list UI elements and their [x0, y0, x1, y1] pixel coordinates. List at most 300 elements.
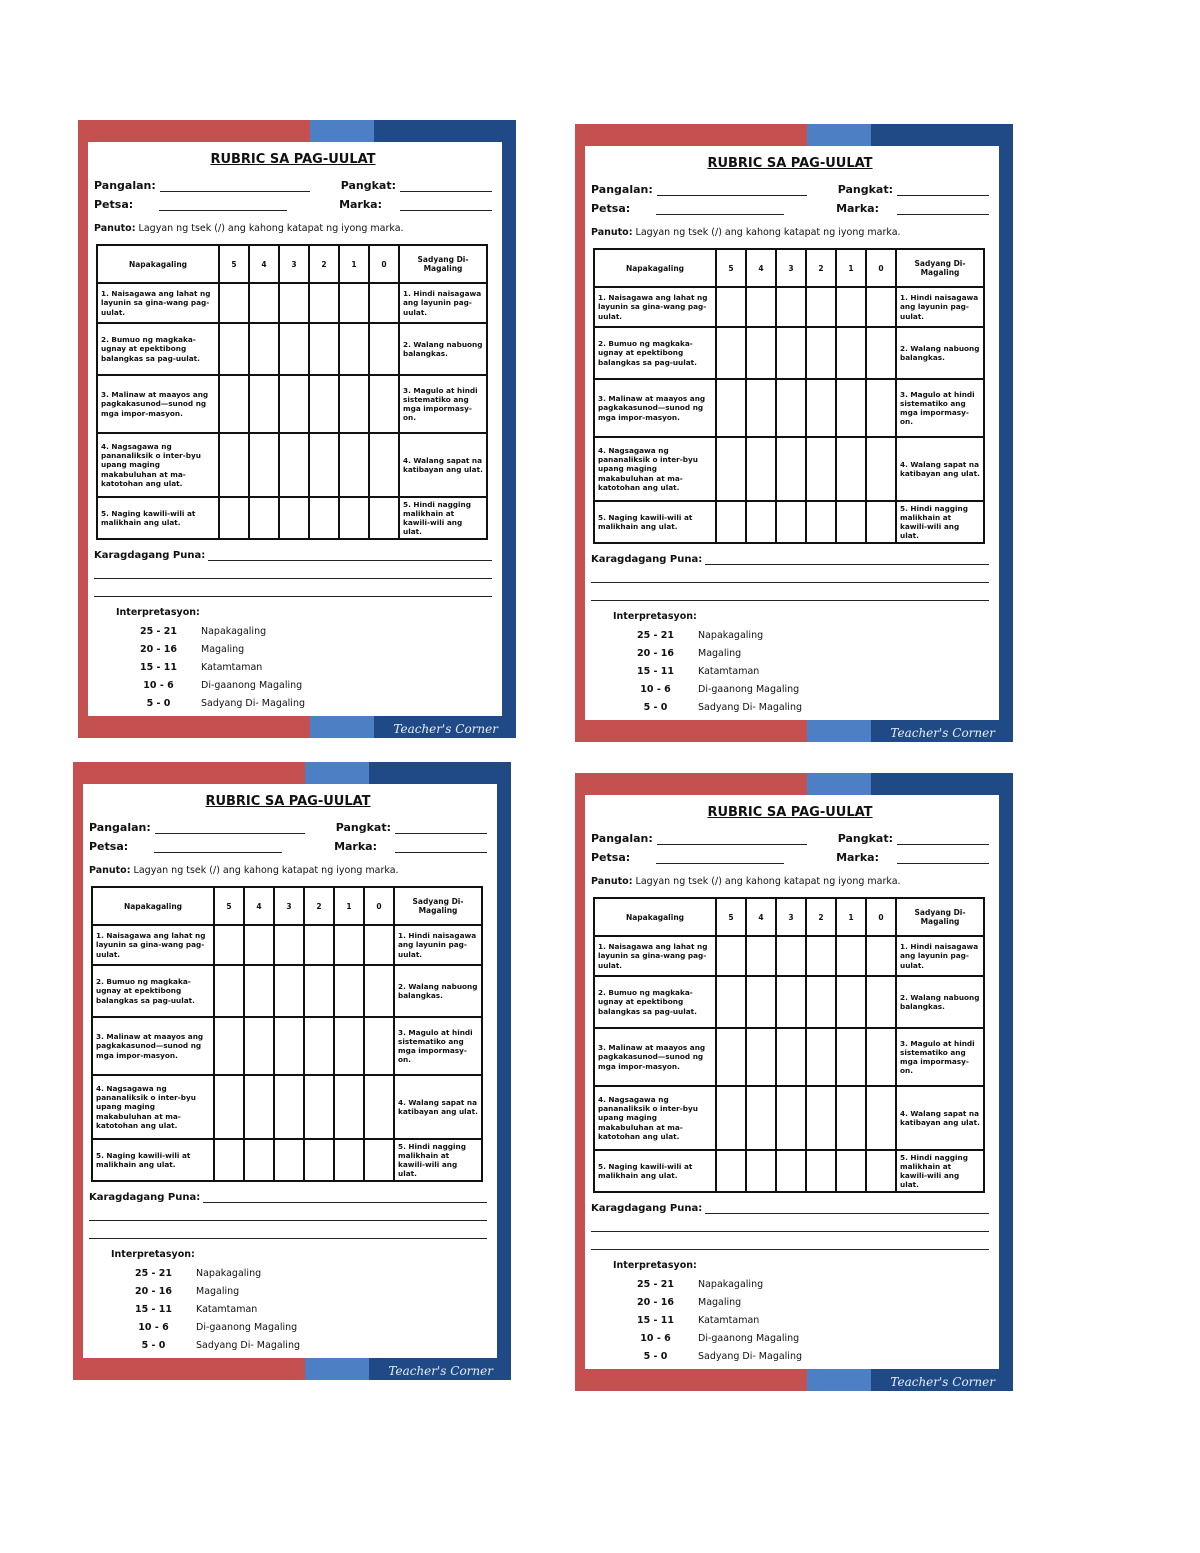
interp-range: 15 - 11 — [140, 661, 177, 673]
puna-label: Karagdagang Puna: — [94, 550, 206, 562]
header-score-0: 0 — [364, 887, 394, 925]
criterion-poor: 5. Hindi nagging malikhain at kawili-wili ang ulat. — [394, 1139, 482, 1181]
rubric-card — [575, 773, 1013, 1391]
header-score-5: 5 — [716, 249, 746, 287]
table-row — [594, 936, 984, 976]
interp-row — [613, 626, 989, 644]
score-checkbox-3[interactable] — [776, 379, 806, 437]
score-checkbox-3[interactable] — [776, 1086, 806, 1150]
pangalan-field[interactable] — [657, 185, 807, 196]
score-checkbox-2[interactable] — [806, 379, 836, 437]
table-row — [594, 379, 984, 437]
score-checkbox-5[interactable] — [214, 925, 244, 965]
rubric-title: RUBRIC SA PAG-UULAT — [707, 805, 873, 820]
score-checkbox-4[interactable] — [746, 501, 776, 543]
right-border — [502, 120, 516, 738]
score-checkbox-4[interactable] — [746, 287, 776, 327]
score-checkbox-5[interactable] — [214, 1017, 244, 1075]
score-checkbox-5[interactable] — [716, 437, 746, 501]
puna-line[interactable] — [591, 565, 989, 583]
score-checkbox-5[interactable] — [214, 1075, 244, 1139]
marka-field[interactable] — [897, 853, 989, 864]
score-checkbox-3[interactable] — [776, 437, 806, 501]
header-score-0: 0 — [866, 898, 896, 936]
score-checkbox-1[interactable] — [836, 501, 866, 543]
puna-line[interactable] — [89, 1203, 487, 1221]
criterion-good: 2. Bumuo ng magkaka-ugnay at epektibong balangkas sa pag-uulat. — [594, 976, 716, 1028]
pangalan-label: Pangalan: — [591, 183, 653, 196]
criterion-poor: 2. Walang nabuong balangkas. — [896, 976, 984, 1028]
header-score-5: 5 — [219, 245, 249, 283]
rubric-table — [91, 886, 483, 1182]
petsa-label: Petsa: — [591, 202, 631, 215]
score-checkbox-2[interactable] — [806, 1028, 836, 1086]
pangalan-label: Pangalan: — [94, 179, 156, 192]
interp-range: 10 - 6 — [640, 1332, 671, 1344]
table-row — [594, 437, 984, 501]
interp-row — [613, 1293, 989, 1311]
table-row — [92, 925, 482, 965]
interp-range: 10 - 6 — [143, 679, 174, 691]
score-checkbox-5[interactable] — [219, 375, 249, 433]
score-checkbox-4[interactable] — [244, 1017, 274, 1075]
score-checkbox-1[interactable] — [339, 433, 369, 497]
score-checkbox-0[interactable] — [364, 965, 394, 1017]
score-checkbox-1[interactable] — [836, 1150, 866, 1192]
score-checkbox-3[interactable] — [274, 1139, 304, 1181]
score-checkbox-0[interactable] — [364, 925, 394, 965]
marka-field[interactable] — [395, 842, 487, 853]
left-border — [73, 762, 83, 1380]
date-grade-row — [591, 196, 989, 215]
panuto-instructions — [94, 223, 492, 234]
score-checkbox-2[interactable] — [806, 936, 836, 976]
petsa-field[interactable] — [154, 842, 282, 853]
score-checkbox-0[interactable] — [866, 936, 896, 976]
name-group-row — [89, 815, 487, 834]
interp-row — [116, 640, 492, 658]
score-checkbox-1[interactable] — [836, 437, 866, 501]
score-checkbox-2[interactable] — [309, 375, 339, 433]
panuto-label: Panuto: — [89, 865, 131, 876]
puna-line[interactable] — [89, 1221, 487, 1239]
pangkat-field[interactable] — [395, 823, 487, 834]
interp-range: 25 - 21 — [637, 629, 674, 641]
score-checkbox-4[interactable] — [244, 925, 274, 965]
rubric-sheet — [585, 146, 999, 720]
header-sadyang-di-magaling: Sadyang Di-Magaling — [399, 245, 487, 283]
score-checkbox-3[interactable] — [279, 497, 309, 539]
petsa-field[interactable] — [159, 200, 287, 211]
score-checkbox-1[interactable] — [836, 1086, 866, 1150]
score-checkbox-3[interactable] — [279, 433, 309, 497]
petsa-label: Petsa: — [89, 840, 129, 853]
criterion-poor: 1. Hindi naisagawa ang layunin pag-uulat. — [896, 287, 984, 327]
interp-label: Sadyang Di- Magaling — [196, 1339, 300, 1351]
criterion-good: 3. Malinaw at maayos ang pagkakasunod—sunod ng mga impor-masyon. — [97, 375, 219, 433]
table-row — [97, 375, 487, 433]
header-score-4: 4 — [746, 249, 776, 287]
score-checkbox-2[interactable] — [309, 433, 339, 497]
interp-label: Di-gaanong Magaling — [698, 683, 800, 695]
header-score-0: 0 — [369, 245, 399, 283]
pangkat-field[interactable] — [897, 185, 989, 196]
name-group-row — [94, 173, 492, 192]
date-grade-row — [591, 845, 989, 864]
interp-row — [111, 1264, 487, 1282]
score-checkbox-1[interactable] — [334, 1017, 364, 1075]
score-checkbox-5[interactable] — [219, 433, 249, 497]
table-row — [594, 1150, 984, 1192]
score-checkbox-5[interactable] — [219, 497, 249, 539]
score-checkbox-3[interactable] — [776, 1028, 806, 1086]
puna-label: Karagdagang Puna: — [89, 1192, 201, 1204]
criterion-poor: 4. Walang sapat na katibayan ang ulat. — [896, 1086, 984, 1150]
pangalan-field[interactable] — [155, 823, 305, 834]
score-checkbox-5[interactable] — [716, 287, 746, 327]
header-score-1: 1 — [334, 887, 364, 925]
score-checkbox-1[interactable] — [334, 1075, 364, 1139]
interp-row — [111, 1300, 487, 1318]
interp-range: 5 - 0 — [643, 701, 668, 713]
header-napakagaling: Napakagaling — [594, 249, 716, 287]
score-checkbox-2[interactable] — [806, 327, 836, 379]
table-row — [594, 501, 984, 543]
pangalan-field[interactable] — [657, 834, 807, 845]
score-checkbox-1[interactable] — [339, 283, 369, 323]
score-checkbox-2[interactable] — [806, 501, 836, 543]
score-checkbox-4[interactable] — [746, 437, 776, 501]
interp-title: Interpretasyon: — [613, 611, 697, 623]
name-group-row — [591, 177, 989, 196]
header-score-2: 2 — [309, 245, 339, 283]
score-checkbox-1[interactable] — [339, 497, 369, 539]
interp-label: Napakagaling — [698, 629, 764, 641]
puna-line[interactable] — [591, 1232, 989, 1250]
score-checkbox-5[interactable] — [219, 323, 249, 375]
marka-field[interactable] — [897, 204, 989, 215]
score-checkbox-0[interactable] — [369, 375, 399, 433]
teachers-corner-signature: Teacher's Corner — [393, 722, 498, 736]
criterion-good: 1. Naisagawa ang lahat ng layunin sa gina-wang pag-uulat. — [594, 287, 716, 327]
rubric-sheet — [585, 795, 999, 1369]
left-border — [78, 120, 88, 738]
score-checkbox-5[interactable] — [219, 283, 249, 323]
score-checkbox-0[interactable] — [866, 327, 896, 379]
criterion-good: 3. Malinaw at maayos ang pagkakasunod—sunod ng mga impor-masyon. — [594, 379, 716, 437]
score-checkbox-4[interactable] — [249, 375, 279, 433]
header-score-3: 3 — [776, 898, 806, 936]
interp-row — [111, 1336, 487, 1354]
interp-label: Napakagaling — [698, 1278, 764, 1290]
table-row — [97, 433, 487, 497]
panuto-label: Panuto: — [94, 223, 136, 234]
score-checkbox-3[interactable] — [776, 1150, 806, 1192]
score-checkbox-2[interactable] — [806, 976, 836, 1028]
score-checkbox-5[interactable] — [214, 1139, 244, 1181]
interp-title: Interpretasyon: — [116, 607, 200, 619]
score-checkbox-3[interactable] — [274, 965, 304, 1017]
table-row — [594, 1028, 984, 1086]
rubric-table — [593, 897, 985, 1193]
score-checkbox-4[interactable] — [746, 327, 776, 379]
right-border — [999, 124, 1013, 742]
score-checkbox-1[interactable] — [836, 936, 866, 976]
header-napakagaling: Napakagaling — [594, 898, 716, 936]
pangalan-label: Pangalan: — [89, 821, 151, 834]
interp-range: 25 - 21 — [135, 1267, 172, 1279]
puna-field[interactable] — [705, 1205, 989, 1214]
score-checkbox-2[interactable] — [304, 1075, 334, 1139]
interp-label: Sadyang Di- Magaling — [698, 701, 802, 713]
header-score-4: 4 — [746, 898, 776, 936]
score-checkbox-1[interactable] — [836, 1028, 866, 1086]
petsa-label: Petsa: — [94, 198, 134, 211]
interp-range: 20 - 16 — [140, 643, 177, 655]
criterion-good: 2. Bumuo ng magkaka-ugnay at epektibong balangkas sa pag-uulat. — [97, 323, 219, 375]
score-checkbox-3[interactable] — [776, 936, 806, 976]
panuto-text: Lagyan ng tsek (/) ang kahong katapat ng iyong marka. — [635, 227, 901, 238]
interp-label: Magaling — [201, 643, 245, 655]
puna-label: Karagdagang Puna: — [591, 1203, 703, 1215]
score-checkbox-3[interactable] — [274, 925, 304, 965]
score-checkbox-4[interactable] — [244, 965, 274, 1017]
score-checkbox-0[interactable] — [369, 497, 399, 539]
score-checkbox-3[interactable] — [776, 501, 806, 543]
score-checkbox-1[interactable] — [334, 965, 364, 1017]
score-checkbox-0[interactable] — [866, 1150, 896, 1192]
interp-range: 25 - 21 — [637, 1278, 674, 1290]
panuto-text: Lagyan ng tsek (/) ang kahong katapat ng iyong marka. — [133, 865, 399, 876]
score-checkbox-2[interactable] — [309, 497, 339, 539]
score-checkbox-2[interactable] — [806, 287, 836, 327]
score-checkbox-2[interactable] — [304, 925, 334, 965]
header-score-2: 2 — [806, 898, 836, 936]
score-checkbox-3[interactable] — [776, 287, 806, 327]
left-border — [575, 124, 585, 742]
score-checkbox-0[interactable] — [866, 1086, 896, 1150]
header-score-1: 1 — [836, 249, 866, 287]
score-checkbox-5[interactable] — [716, 501, 746, 543]
score-checkbox-2[interactable] — [806, 1150, 836, 1192]
score-checkbox-4[interactable] — [746, 379, 776, 437]
score-checkbox-2[interactable] — [304, 965, 334, 1017]
score-checkbox-0[interactable] — [866, 437, 896, 501]
rubric-title: RUBRIC SA PAG-UULAT — [707, 156, 873, 171]
score-checkbox-4[interactable] — [249, 497, 279, 539]
table-row — [92, 1075, 482, 1139]
marka-label: Marka: — [836, 851, 879, 864]
score-checkbox-0[interactable] — [866, 379, 896, 437]
interp-range: 15 - 11 — [637, 665, 674, 677]
header-sadyang-di-magaling: Sadyang Di-Magaling — [394, 887, 482, 925]
panuto-instructions — [591, 876, 989, 887]
score-checkbox-1[interactable] — [836, 379, 866, 437]
score-checkbox-1[interactable] — [339, 323, 369, 375]
score-checkbox-0[interactable] — [866, 1028, 896, 1086]
criterion-poor: 3. Magulo at hindi sistematiko ang mga impormasy-on. — [394, 1017, 482, 1075]
karagdagang-puna — [591, 1203, 989, 1214]
interp-row — [613, 1347, 989, 1365]
score-checkbox-2[interactable] — [309, 323, 339, 375]
score-checkbox-0[interactable] — [866, 287, 896, 327]
top-color-bar — [575, 773, 1013, 795]
score-checkbox-1[interactable] — [836, 976, 866, 1028]
panuto-label: Panuto: — [591, 227, 633, 238]
puna-field[interactable] — [203, 1194, 487, 1203]
criterion-good: 5. Naging kawili-wili at malikhain ang ulat. — [92, 1139, 214, 1181]
puna-label: Karagdagang Puna: — [591, 554, 703, 566]
interp-label: Magaling — [698, 1296, 742, 1308]
puna-line[interactable] — [591, 1214, 989, 1232]
rubric-title: RUBRIC SA PAG-UULAT — [205, 794, 371, 809]
puna-field[interactable] — [705, 556, 989, 565]
score-checkbox-1[interactable] — [836, 287, 866, 327]
score-checkbox-0[interactable] — [866, 501, 896, 543]
pangkat-label: Pangkat: — [837, 183, 893, 196]
score-checkbox-5[interactable] — [716, 1150, 746, 1192]
score-checkbox-5[interactable] — [716, 936, 746, 976]
pangkat-label: Pangkat: — [837, 832, 893, 845]
top-color-bar — [575, 124, 1013, 146]
score-checkbox-3[interactable] — [274, 1017, 304, 1075]
score-checkbox-0[interactable] — [364, 1075, 394, 1139]
criterion-poor: 3. Magulo at hindi sistematiko ang mga impormasy-on. — [896, 379, 984, 437]
header-score-3: 3 — [274, 887, 304, 925]
marka-field[interactable] — [400, 200, 492, 211]
criterion-good: 5. Naging kawili-wili at malikhain ang ulat. — [594, 501, 716, 543]
score-checkbox-2[interactable] — [806, 437, 836, 501]
interp-label: Di-gaanong Magaling — [201, 679, 303, 691]
score-checkbox-4[interactable] — [244, 1139, 274, 1181]
table-row — [594, 287, 984, 327]
pangkat-label: Pangkat: — [335, 821, 391, 834]
interp-range: 10 - 6 — [640, 683, 671, 695]
rubric-table — [96, 244, 488, 540]
score-checkbox-3[interactable] — [279, 283, 309, 323]
score-checkbox-3[interactable] — [274, 1075, 304, 1139]
criterion-good: 4. Nagsagawa ng pananaliksik o inter-byu upang maging makabuluhan at ma-katotohan ang ulat. — [594, 437, 716, 501]
table-row — [92, 1017, 482, 1075]
score-checkbox-1[interactable] — [339, 375, 369, 433]
score-checkbox-0[interactable] — [369, 323, 399, 375]
header-score-5: 5 — [716, 898, 746, 936]
score-checkbox-5[interactable] — [716, 1086, 746, 1150]
criterion-poor: 4. Walang sapat na katibayan ang ulat. — [394, 1075, 482, 1139]
score-checkbox-4[interactable] — [244, 1075, 274, 1139]
petsa-field[interactable] — [656, 204, 784, 215]
criterion-good: 3. Malinaw at maayos ang pagkakasunod—sunod ng mga impor-masyon. — [92, 1017, 214, 1075]
score-checkbox-3[interactable] — [776, 327, 806, 379]
interpretasyon — [613, 611, 989, 716]
puna-field[interactable] — [208, 552, 492, 561]
score-checkbox-4[interactable] — [249, 323, 279, 375]
interp-label: Di-gaanong Magaling — [196, 1321, 298, 1333]
score-checkbox-4[interactable] — [746, 1028, 776, 1086]
score-checkbox-4[interactable] — [249, 283, 279, 323]
pangkat-field[interactable] — [897, 834, 989, 845]
score-checkbox-5[interactable] — [716, 379, 746, 437]
score-checkbox-5[interactable] — [716, 976, 746, 1028]
petsa-field[interactable] — [656, 853, 784, 864]
criterion-good: 5. Naging kawili-wili at malikhain ang ulat. — [97, 497, 219, 539]
score-checkbox-1[interactable] — [836, 327, 866, 379]
criterion-good: 2. Bumuo ng magkaka-ugnay at epektibong balangkas sa pag-uulat. — [92, 965, 214, 1017]
score-checkbox-5[interactable] — [214, 965, 244, 1017]
score-checkbox-2[interactable] — [806, 1086, 836, 1150]
score-checkbox-0[interactable] — [866, 976, 896, 1028]
header-sadyang-di-magaling: Sadyang Di-Magaling — [896, 249, 984, 287]
header-score-1: 1 — [836, 898, 866, 936]
table-row — [594, 327, 984, 379]
header-score-2: 2 — [304, 887, 334, 925]
header-score-1: 1 — [339, 245, 369, 283]
score-checkbox-0[interactable] — [369, 433, 399, 497]
marka-label: Marka: — [334, 840, 377, 853]
score-checkbox-5[interactable] — [716, 327, 746, 379]
score-checkbox-4[interactable] — [746, 976, 776, 1028]
criterion-good: 4. Nagsagawa ng pananaliksik o inter-byu upang maging makabuluhan at ma-katotohan ang ulat. — [92, 1075, 214, 1139]
panuto-text: Lagyan ng tsek (/) ang kahong katapat ng iyong marka. — [138, 223, 404, 234]
criterion-good: 4. Nagsagawa ng pananaliksik o inter-byu upang maging makabuluhan at ma-katotohan ang ulat. — [594, 1086, 716, 1150]
score-checkbox-1[interactable] — [334, 1139, 364, 1181]
interp-row — [613, 1275, 989, 1293]
interp-range: 15 - 11 — [135, 1303, 172, 1315]
date-grade-row — [89, 834, 487, 853]
puna-line[interactable] — [591, 583, 989, 601]
puna-line[interactable] — [94, 579, 492, 597]
interp-title: Interpretasyon: — [613, 1260, 697, 1272]
score-checkbox-4[interactable] — [746, 936, 776, 976]
score-checkbox-3[interactable] — [776, 976, 806, 1028]
score-checkbox-4[interactable] — [746, 1086, 776, 1150]
score-checkbox-3[interactable] — [279, 323, 309, 375]
score-checkbox-0[interactable] — [364, 1139, 394, 1181]
rubric-sheet — [88, 142, 502, 716]
criterion-good: 1. Naisagawa ang lahat ng layunin sa gina-wang pag-uulat. — [92, 925, 214, 965]
criterion-poor: 3. Magulo at hindi sistematiko ang mga impormasy-on. — [896, 1028, 984, 1086]
pangkat-label: Pangkat: — [340, 179, 396, 192]
interp-label: Katamtaman — [201, 661, 263, 673]
puna-line[interactable] — [94, 561, 492, 579]
score-checkbox-4[interactable] — [746, 1150, 776, 1192]
table-row — [97, 497, 487, 539]
interp-row — [613, 1311, 989, 1329]
pangkat-field[interactable] — [400, 181, 492, 192]
date-grade-row — [94, 192, 492, 211]
teachers-corner-signature: Teacher's Corner — [388, 1364, 493, 1378]
score-checkbox-3[interactable] — [279, 375, 309, 433]
score-checkbox-2[interactable] — [304, 1017, 334, 1075]
panuto-instructions — [591, 227, 989, 238]
interp-row — [116, 676, 492, 694]
score-checkbox-5[interactable] — [716, 1028, 746, 1086]
score-checkbox-0[interactable] — [364, 1017, 394, 1075]
interp-row — [116, 658, 492, 676]
header-score-4: 4 — [249, 245, 279, 283]
criterion-good: 3. Malinaw at maayos ang pagkakasunod—sunod ng mga impor-masyon. — [594, 1028, 716, 1086]
interp-row — [613, 698, 989, 716]
score-checkbox-1[interactable] — [334, 925, 364, 965]
score-checkbox-2[interactable] — [309, 283, 339, 323]
criterion-poor: 3. Magulo at hindi sistematiko ang mga impormasy-on. — [399, 375, 487, 433]
score-checkbox-0[interactable] — [369, 283, 399, 323]
teachers-corner-signature: Teacher's Corner — [890, 726, 995, 740]
score-checkbox-2[interactable] — [304, 1139, 334, 1181]
header-sadyang-di-magaling: Sadyang Di-Magaling — [896, 898, 984, 936]
pangalan-field[interactable] — [160, 181, 310, 192]
score-checkbox-4[interactable] — [249, 433, 279, 497]
